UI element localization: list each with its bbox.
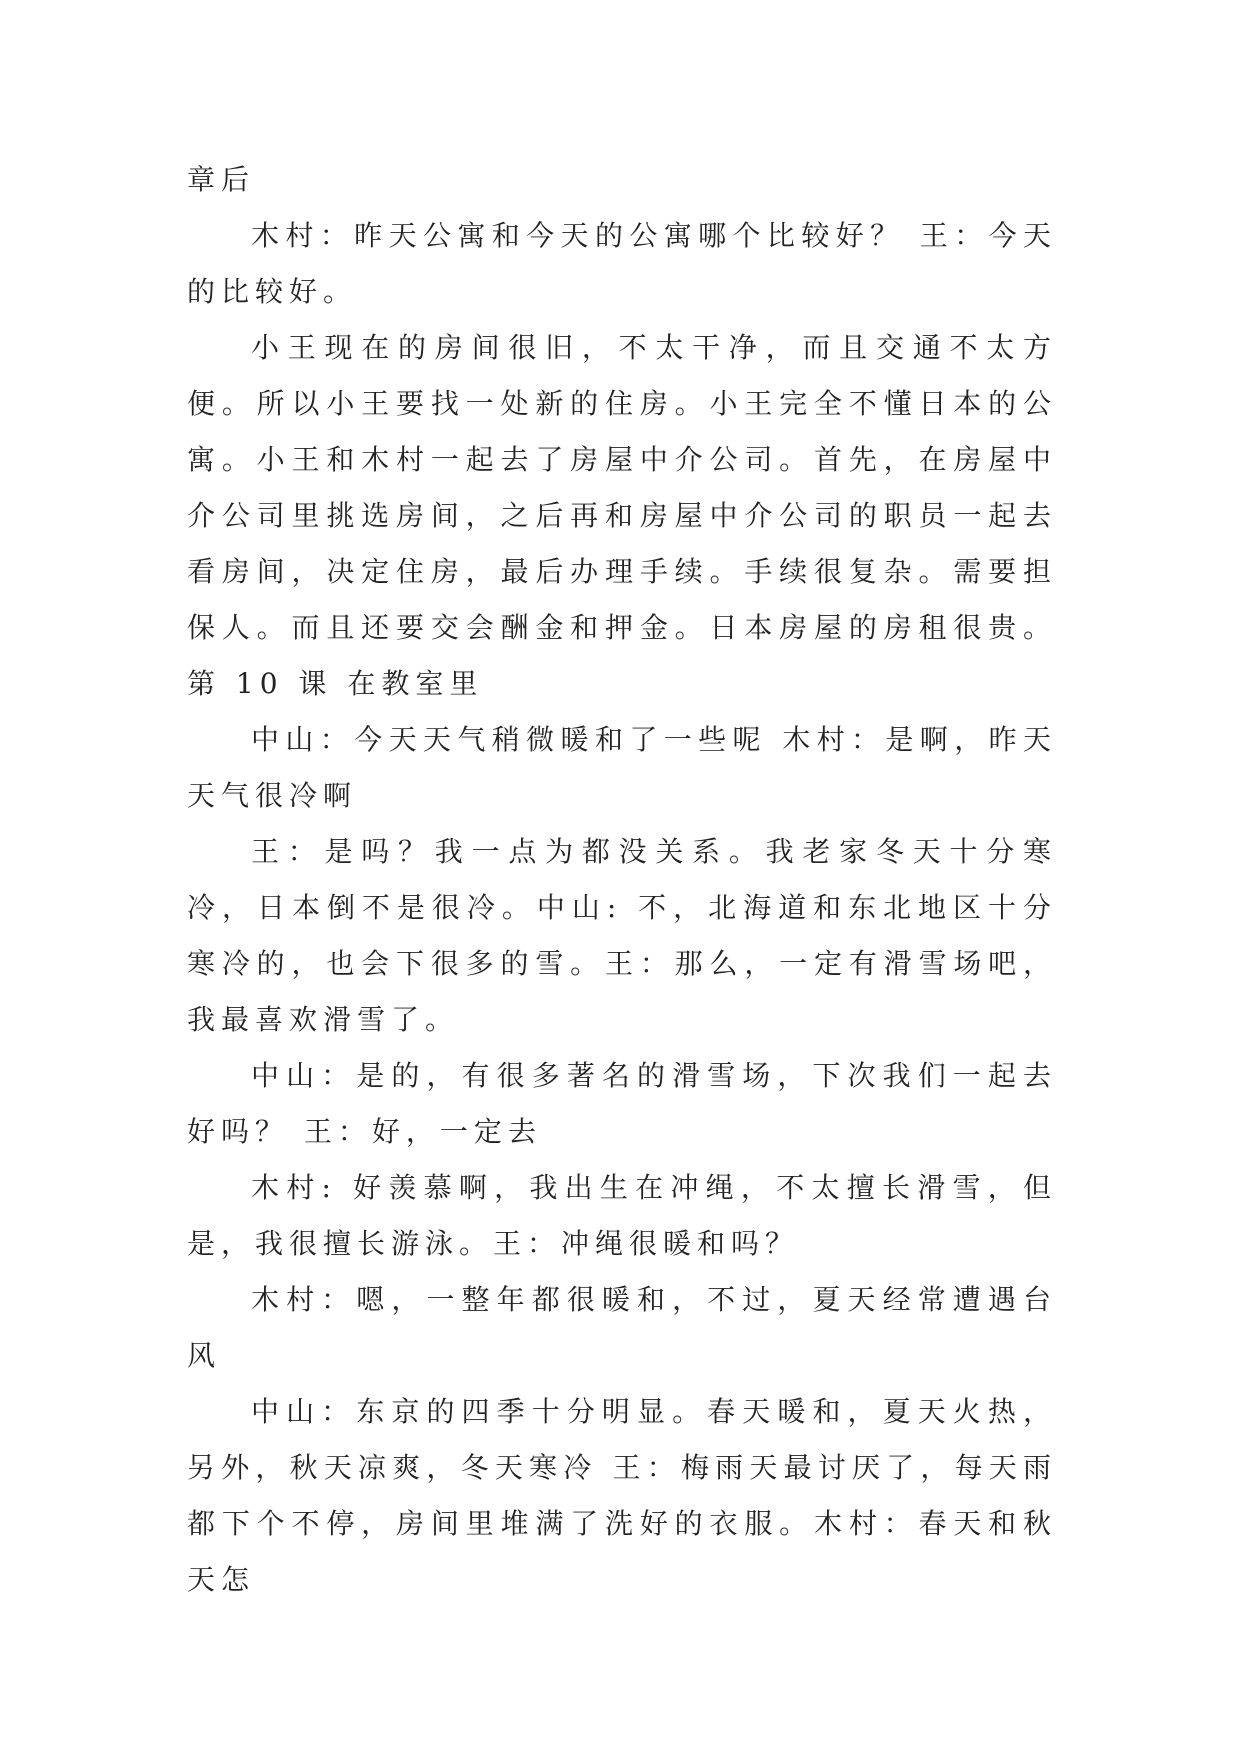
paragraph: 木村：昨天公寓和今天的公寓哪个比较好？ 王：今天的比较好。 bbox=[187, 219, 1057, 308]
document-body bbox=[187, 152, 1057, 1608]
paragraph: 中山：是的，有很多著名的滑雪场，下次我们一起去好吗？ 王：好，一定去 bbox=[187, 1059, 1057, 1148]
paragraph: 王：是吗？我一点为都没关系。我老家冬天十分寒冷，日本倒不是很冷。中山: 不，北海道和东北地区十分寒冷的，也会下很多的雪。王：那么，一定有滑雪场吧，我最喜欢滑雪了。 bbox=[187, 835, 1057, 1036]
paragraph: 小王现在的房间很旧，不太干净，而且交通不太方便。所以小王要找一处新的住房。小王完全不懂日本的公寓。小王和木村一起去了房屋中介公司。首先，在房屋中介公司里挑选房间，之后再和房屋中介公司的职员一起去看房间，决定住房，最后办理手续。手续很复杂。需要担保人。而且还要交会酬金和押金。日本房屋的房租很贵。第 10 课 在教室里 bbox=[187, 331, 1057, 700]
paragraph: 中山：今天天气稍微暖和了一些呢 木村：是啊，昨天天气很冷啊 bbox=[187, 723, 1057, 812]
paragraph: 中山：东京的四季十分明显。春天暖和，夏天火热，另外，秋天凉爽，冬天寒冷 王：梅雨天最讨厌了，每天雨都下个不停，房间里堆满了洗好的衣服。木村：春天和秋天怎 bbox=[187, 1395, 1057, 1596]
paragraph: 章后 bbox=[187, 163, 256, 196]
paragraph: 木村：嗯，一整年都很暖和，不过，夏天经常遭遇台风 bbox=[187, 1283, 1057, 1372]
paragraph: 木村: 好羡慕啊，我出生在冲绳，不太擅长滑雪，但是，我很擅长游泳。王：冲绳很暖和吗？ bbox=[187, 1171, 1057, 1260]
